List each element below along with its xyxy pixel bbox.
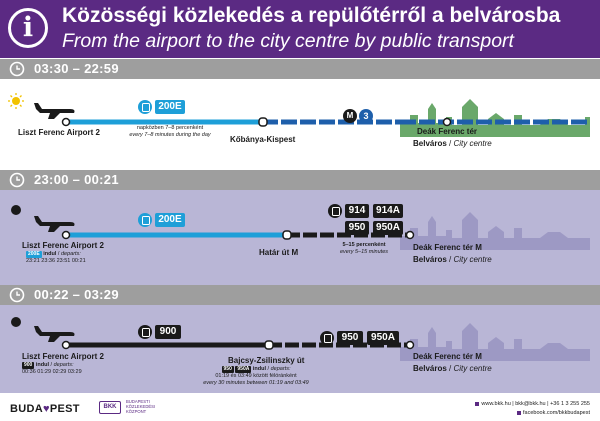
transfer-departures: 950 950A indul / departs: 01:19 és 03:49 között félóránként every 30 minutes between 01:19 and 03:49 [203, 366, 309, 386]
bus-badge-900: 900 [155, 325, 181, 339]
bus-icon [320, 331, 334, 345]
bus-icon [328, 204, 342, 218]
bus-badge-914: 914 [345, 204, 369, 218]
section-time: 03:30 – 22:59 [34, 61, 119, 76]
bkk-logo: BKK [99, 401, 121, 414]
bullet-icon [517, 411, 521, 415]
section-time: 23:00 – 00:21 [34, 172, 119, 187]
destination-label: Deák Ferenc tér M [413, 243, 482, 252]
section-time: 00:22 – 03:29 [34, 287, 119, 302]
bullet-icon [475, 402, 479, 406]
bus-badge-950a: 950A [367, 331, 399, 345]
title-hungarian: Közösségi közlekedés a repülőtérről a belvárosba [62, 4, 561, 27]
transfer-label: Bajcsy-Zsilinszky út [228, 356, 305, 365]
origin-label: Liszt Ferenc Airport 2 [18, 128, 100, 137]
section-bar-day [0, 59, 600, 79]
origin-label: Liszt Ferenc Airport 2 [22, 352, 104, 361]
destination-sub: Belváros / City centre [413, 255, 492, 264]
moon-icon [11, 317, 21, 327]
destination-label: Deák Ferenc tér M [413, 352, 482, 361]
info-icon: i [8, 8, 48, 48]
airplane-icon [34, 103, 75, 119]
origin-label: Liszt Ferenc Airport 2 [22, 241, 104, 250]
destination-sub: Belváros / City centre [413, 139, 492, 148]
header-banner [0, 0, 600, 58]
route-diagram [0, 190, 600, 285]
bus-badge-200e: 200E [155, 100, 185, 114]
route-panel-evening [0, 190, 600, 285]
airplane-icon [34, 326, 75, 342]
bus-badge-914a: 914A [373, 204, 403, 218]
clock-icon [9, 287, 25, 303]
route-panel-night [0, 305, 600, 393]
destination-sub: Belváros / City centre [413, 364, 492, 373]
clock-icon [9, 172, 25, 188]
section-bar-evening [0, 170, 600, 190]
sun-icon [8, 93, 24, 109]
departure-times: 900 indul / departs: 00:36 01:29 02:29 03:29 [22, 362, 82, 375]
bkk-name: BUDAPESTI KÖZLEKEDÉSI KÖZPONT [126, 399, 156, 414]
bus-badge-950: 950 [337, 331, 363, 345]
destination-label: Deák Ferenc tér [417, 127, 478, 136]
metro-line-3-badge: 3 [359, 109, 373, 123]
budapest-logo: BUDA♥PEST [10, 403, 80, 415]
bus-badge-950: 950 [345, 221, 369, 235]
metro-icon: M [343, 109, 357, 123]
frequency-note: napközben 7–8 percenként every 7–8 minutes during the day [129, 125, 211, 138]
airplane-icon [34, 216, 75, 232]
title-english: From the airport to the city centre by public transport [62, 30, 514, 52]
bus-icon [138, 213, 152, 227]
route-diagram [0, 79, 600, 167]
departure-times: 200E indul / departs: 23:21 23:36 23:51 00:21 [26, 251, 86, 264]
route-panel-day [0, 79, 600, 167]
footer [0, 395, 600, 421]
contact-web[interactable]: www.bkk.hu | bkk@bkk.hu | +36 1 3 255 255 [481, 401, 590, 407]
contact-info [475, 400, 590, 418]
contact-facebook[interactable]: facebook.com/bkkbudapest [523, 410, 590, 416]
clock-icon [9, 61, 25, 77]
bus-badge-200e: 200E [155, 213, 185, 227]
bus-icon [138, 325, 152, 339]
frequency-note: 5–15 percenként every 5–15 minutes [340, 242, 388, 255]
bus-badge-950a: 950A [373, 221, 403, 235]
moon-icon [11, 205, 21, 215]
bus-icon [138, 100, 152, 114]
transfer-label: Kőbánya-Kispest [230, 135, 296, 144]
transfer-label: Határ út M [259, 248, 299, 257]
section-bar-night [0, 285, 600, 305]
